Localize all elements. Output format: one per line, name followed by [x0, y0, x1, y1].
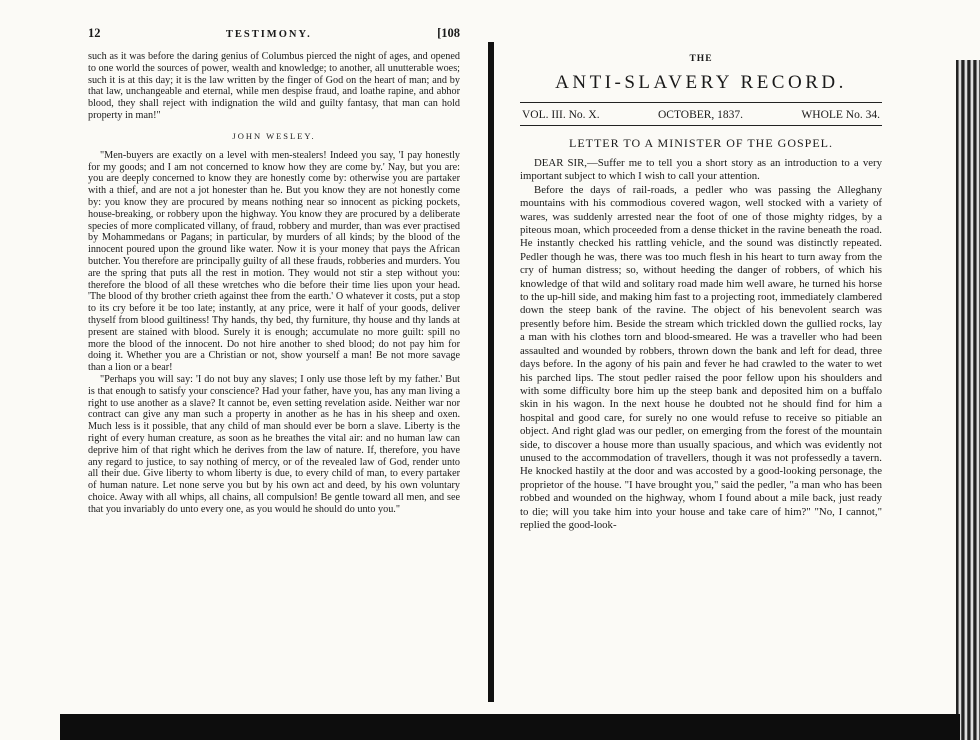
- masthead-rule: [520, 102, 882, 103]
- left-page: [88, 26, 460, 515]
- paragraph-men-buyers: "Men-buyers are exactly on a level with men-stealers! Indeed you say, 'I pay honestly for my goods; and I am not concerned to know how they are come by.' Nay, but you are: you are deeply concerned to know they are honestly come by: otherwise you are partaker with a thief, and are not a jot honester than he. But you know they are not honestly come by: you know they are procured by means nothing near so innocent as picking pockets, house-breaking, or robbery upon the highway. You know they are procured by a deliberate species of more complicated villany, of fraud, robbery and murder, than was ever practised by Mohammedans or Pagans; in particular, by murders of all kinds; by the blood of the innocent poured upon the ground like water. Now it is your money that pays the African butcher. You therefore are principally guilty of all these frauds, robberies and murders. You are the spring that puts all the rest in motion. They would not stir a step without you: therefore the blood of all these wretches who die before their time lies upon your head. 'The blood of thy brother crieth against thee from the earth.' O whatever it costs, put a stop to its cry before it be too late; instantly, at any price, were it half of your goods, deliver thyself from blood guiltiness! Thy hands, thy bed, thy furniture, thy house and thy lands at present are stained with blood. Surely it is enough; accumulate no more guilt: spill no more the blood of the innocent. Do not hire another to shed blood; do not pay him for doing it. Whether you are a Christian or not, show yourself a man! Be not more savage than a lion or a bear!: [88, 149, 460, 374]
- whole-number: WHOLE No. 34.: [801, 109, 880, 121]
- paragraph-perhaps: "Perhaps you will say: 'I do not buy any slaves; I only use those left by my father.' But is that enough to satisfy your conscience? Had your father, have you, has any man living a right to use another as a slave? It cannot be, even setting revelation aside. Neither war nor contract can give any man such a property in another as he has in his sheep and oxen. Much less is it possible, that any child of man should ever be born a slave. Liberty is the right of every human creature, as soon as he breathes the vital air: and no human law can deprive him of that right which he derives from the law of nature. If, therefore, you have any regard to justice, to say nothing of mercy, or of the revealed law of God, render unto all their due. Give liberty to whom liberty is due, to every child of man, to every partaker of human nature. Let none serve you but by his own act and deed, by his own voluntary choice. Away with all whips, all chains, all compulsion! Be gentle toward all men, and see that you invariably do unto every one, as you would he should do unto you.": [88, 373, 460, 515]
- paragraph-pedler-story: Before the days of rail-roads, a pedler who was passing the Alleghany mountains with his commodious covered wagon, well stocked with a variety of wares, was suddenly arrested near the foot of one of those mighty ridges, by a piteous moan, which proceeded from a dense thicket in the ravine beneath the road. He instantly checked his rattling vehicle, and the sound was distinctly repeated. Pedler though he was, there was too much flesh in his heart to turn away from the cry of human distress; so, without heeding the danger of robbers, of which his knowledge of that wild and solitary road made him well aware, he turned his horse to the up-hill side, and making him fast to a projecting root, immediately clambered down the steep bank of the ravine. The object of his benevolent search was presently before him. Beside the stream which trickled down the gullied rocks, lay a man with his clothes torn and blood-smeared. He was a traveller who had been assaulted and wounded by robbers, thrown down the bank and left for dead, three days before. In the agony of his pain and fever he had crawled to the water to wet his parched lips. The stout pedler raised the poor fellow upon his shoulders and with some difficulty bore him up the steep bank and deposited him on a buffalo skin in his wagon. In the next house he doubted not he should find for him a hospital and good care, for surely no one would refuse to receive so pitiable an object. And right glad was our pedler, on emerging from the forest of the mountain side, to discover a house more than usually spacious, and which was evidently not unused to the accommodation of travellers, though it was not professedly a tavern. He knocked hastily at the door and was accosted by a good-looking personage, the proprietor of the house. "I have brought you," said the pedler, "a man who has been robbed and wounded on the highway, whom I found about a mile back, just ready to die; will you take him into your house and take care of him?" "No, I cannot," replied the good-look-: [520, 183, 882, 531]
- paragraph-columbus: such as it was before the daring genius of Columbus pierced the night of ages, and opened to one world the sources of power, wealth and knowledge; to another, all unutterable woes; such it is at this day; it is the law written by the finger of God on the heart of man; and by that law, unchangeable and eternal, while men despise fraud, and loathe rapine, and abhor blood, they shall reject with indignation the wild and guilty fantasy, that man can hold property in man!": [88, 51, 460, 121]
- paragraph-dear-sir: DEAR SIR,—Suffer me to tell you a short story as an introduction to a very important subject to which I wish to call your attention.: [520, 157, 882, 183]
- scan-shadow: [60, 714, 960, 740]
- bracket-number: [108: [437, 26, 460, 40]
- right-page: [520, 42, 882, 532]
- issue-line: [520, 109, 882, 121]
- author-heading: JOHN WESLEY.: [232, 130, 316, 141]
- running-title: TESTIMONY.: [225, 29, 312, 40]
- binding-gutter: [488, 42, 494, 702]
- volume-number: VOL. III. No. X.: [522, 109, 600, 121]
- masthead-title: ANTI-SLAVERY RECORD.: [555, 72, 847, 93]
- article-title: LETTER TO A MINISTER OF THE GOSPEL.: [568, 136, 833, 150]
- issue-date: OCTOBER, 1837.: [657, 109, 744, 121]
- running-head: [88, 26, 460, 41]
- masthead-the: THE: [689, 54, 713, 64]
- page-edges: [956, 60, 980, 740]
- page-number: 12: [88, 26, 101, 40]
- issue-rule: [520, 125, 882, 126]
